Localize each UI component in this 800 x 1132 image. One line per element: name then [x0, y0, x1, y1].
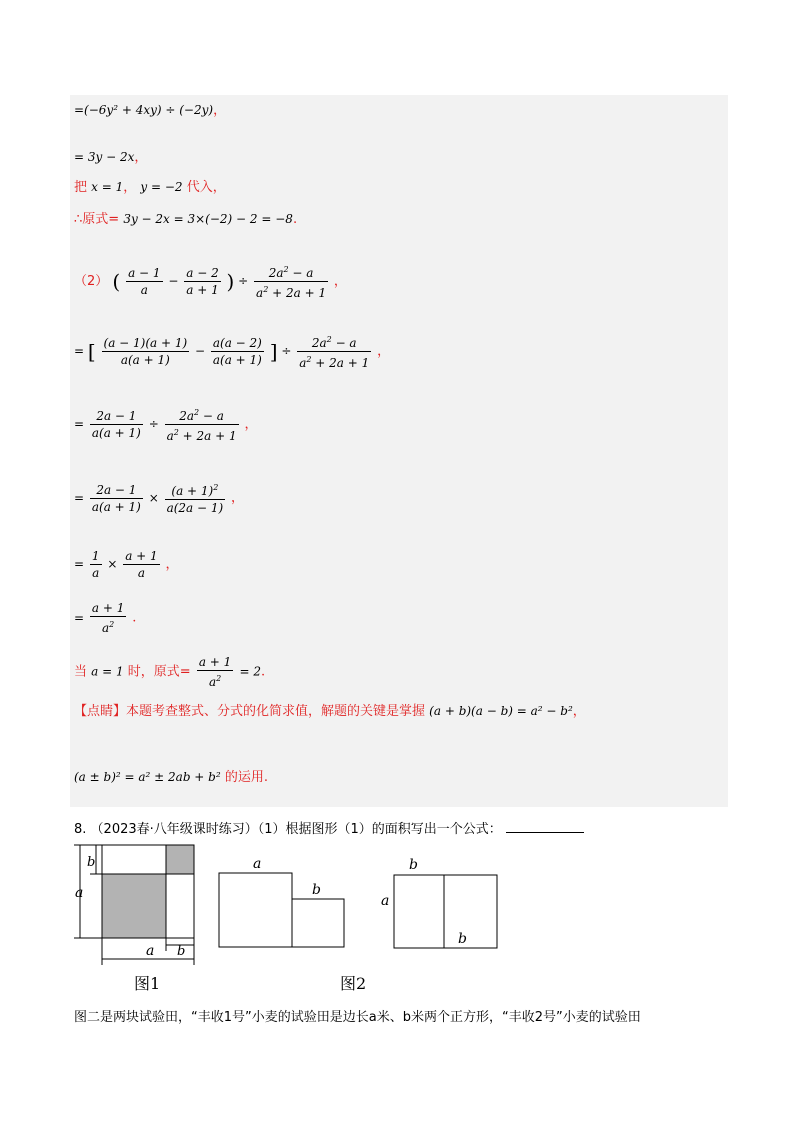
fig1-label-b-bottom: b [177, 944, 186, 959]
solution-step-7: = $\frac{a + 1}{a^2}$ . [74, 601, 137, 635]
figure-2-squares [219, 873, 344, 947]
solution-step-5: = $\frac{2a - 1}{a(a + 1)}$ × $\frac{(a + 1)^2}{a(2a - 1)}$ ， [74, 480, 244, 516]
evaluation-line: 当 a = 1 时，原式= $\frac{a + 1}{a^2}$ = 2. [74, 655, 266, 689]
answer-blank[interactable] [506, 820, 584, 833]
fig1-label-a-left: a [75, 885, 84, 901]
comment-line: 【点睛】本题考查整式、分式的化简求值，解题的关键是掌握 (a + b)(a − b) = a² − b²， [74, 704, 586, 719]
fig2-label-b: b [312, 882, 321, 898]
question-8: 8. （2023春·八年级课时练习）（1）根据图形（1）的面积写出一个公式： [74, 818, 584, 837]
solution-step-4: = $\frac{2a - 1}{a(a + 1)}$ ÷ $\frac{2a^2 - a}{a^2 + 2a + 1}$ ， [74, 405, 257, 444]
fig2b-label-b-inner: b [458, 931, 467, 947]
fig2b-label-b-top: b [409, 857, 418, 873]
solution-step-3: = [ $\frac{(a - 1)(a + 1)}{a(a + 1)}$ − $\frac{a(a - 2)}{a(a + 1)}$ ] ÷ $\frac{2a^2 - a}{a^2 + 2a + 1}$ ， [74, 332, 390, 371]
part2-expression: （2） ( $\frac{a - 1}{a}$ − $\frac{a - 2}{a + 1}$ ) ÷ $\frac{2a^2 - a}{a^2 + 2a + 1}$ ， [74, 262, 347, 301]
result-line: ∴原式= 3y − 2x = 3×(−2) − 2 = −8. [74, 212, 298, 227]
fig1-label-b-left: b [87, 855, 96, 870]
solution-step-6: = $\frac{1}{a}$ × $\frac{a + 1}{a}$ ， [74, 549, 179, 580]
figure-2-rectangle [394, 875, 497, 948]
fig2b-label-a-left: a [381, 893, 390, 909]
solution-step-1: =(−6y² + 4xy) ÷ (−2y)， [74, 103, 227, 118]
figure-2-caption: 图2 [340, 974, 367, 993]
fig1-label-a-bottom: a [146, 943, 155, 959]
figure-1-caption: 图1 [134, 974, 161, 993]
solution-panel [70, 95, 728, 807]
solution-step-2: = 3y − 2x， [74, 150, 148, 165]
math-expression: =(−6y² + 4xy) ÷ (−2y) [74, 103, 214, 117]
math-expression: = 3y − 2x [74, 150, 135, 164]
comment-line-2: (a ± b)² = a² ± 2ab + b² 的运用. [74, 770, 268, 785]
figures [0, 835, 800, 1000]
fig2-label-a: a [253, 856, 262, 872]
substitute-line: 把 x = 1， y = −2 代入， [74, 180, 226, 195]
comment-label: 【点睛】 [74, 704, 127, 719]
question-continuation: 图二是两块试验田，“丰收1号”小麦的试验田是边长a米、b米两个正方形，“丰收2号”小麦的试验田 [74, 1010, 641, 1025]
